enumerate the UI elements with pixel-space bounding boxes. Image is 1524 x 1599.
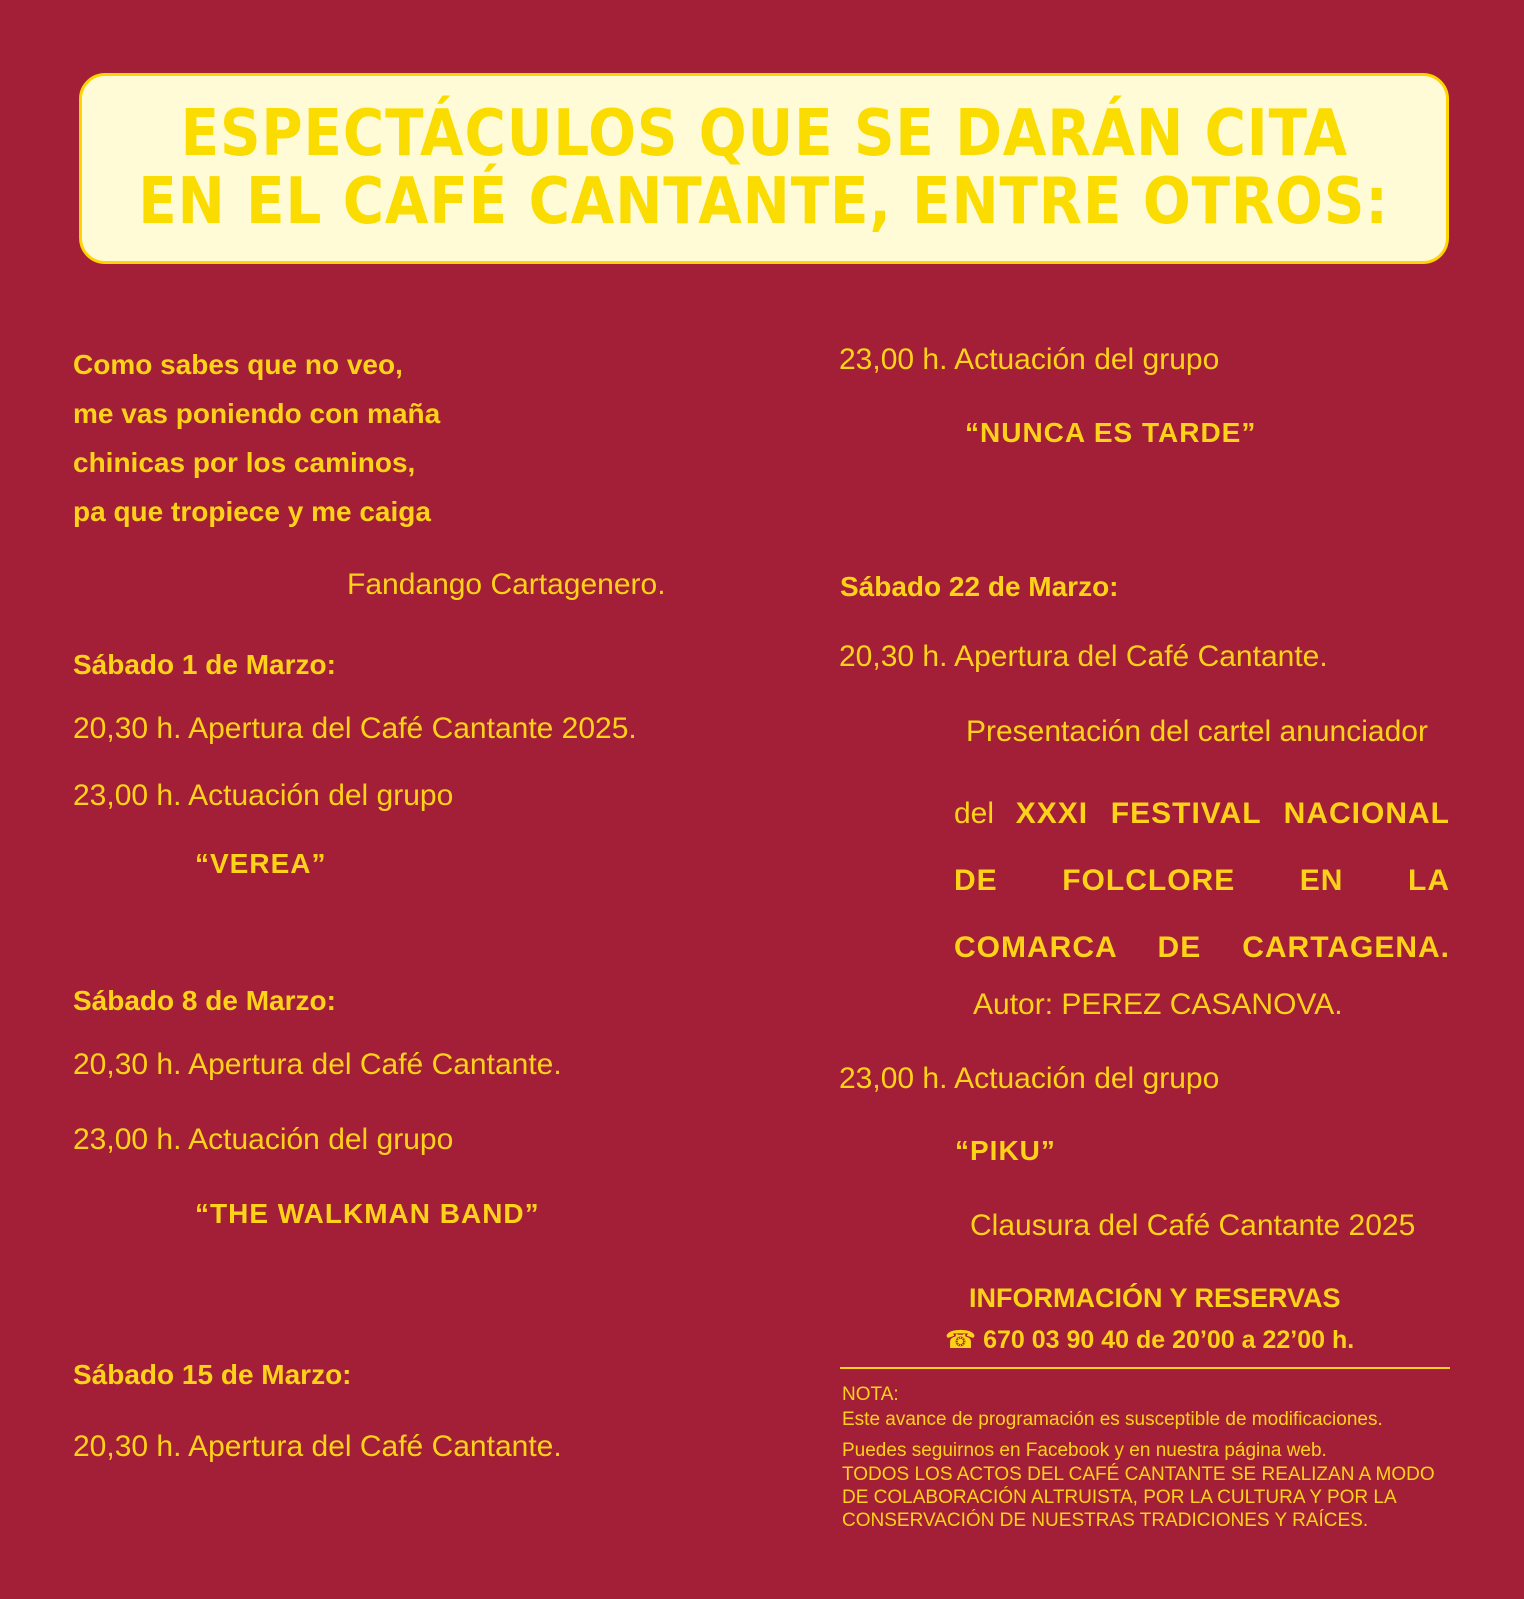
poem (73, 340, 713, 536)
phone-line (945, 1325, 1354, 1355)
poem-credit: Fandango Cartagenero. (347, 568, 666, 601)
group-name-the-walkman-band: “THE WALKMAN BAND” (195, 1198, 540, 1229)
poem-line: Como sabes que no veo, (73, 349, 403, 380)
banner-line-2: EN EL CAFÉ CANTANTE, ENTRE OTROS: (138, 164, 1390, 239)
note-line: Puedes seguirnos en Facebook y en nuestra página web. (842, 1440, 1327, 1461)
info-title: INFORMACIÓN Y RESERVAS (969, 1283, 1341, 1313)
schedule-opening: 20,30 h. Apertura del Café Cantante 2025. (73, 712, 637, 745)
schedule-performance: 23,00 h. Actuación del grupo (73, 1123, 454, 1156)
schedule-performance: 23,00 h. Actuación del grupo (73, 779, 454, 812)
note-line: TODOS LOS ACTOS DEL CAFÉ CANTANTE SE REALIZAN A MODO DE COLABORACIÓN ALTRUISTA, POR LA CULTURA Y POR LA CONSERVACIÓN DE NUESTRAS TRADICIONES Y RAÍCES. (842, 1464, 1435, 1531)
schedule-performance: 23,00 h. Actuación del grupo (839, 1062, 1220, 1095)
day-title-march-15: Sábado 15 de Marzo: (73, 1359, 352, 1390)
group-name-piku: “PIKU” (955, 1135, 1056, 1166)
schedule-opening: 20,30 h. Apertura del Café Cantante. (839, 640, 1328, 673)
festival-name: XXXI FESTIVAL NACIONAL DE FOLCLORE EN LA COMARCA DE CARTAGENA. (954, 797, 1451, 964)
schedule-opening: 20,30 h. Apertura del Café Cantante. (73, 1048, 562, 1081)
phone-icon: ☎ (945, 1326, 977, 1354)
banner-line-1: ESPECTÁCULOS QUE SE DARÁN CITA (180, 96, 1348, 171)
day-title-march-8: Sábado 8 de Marzo: (73, 985, 336, 1016)
phone-number: 670 03 90 40 de 20’00 a 22’00 h. (983, 1326, 1355, 1354)
group-name-nunca-es-tarde: “NUNCA ES TARDE” (965, 417, 1257, 448)
festival-announcement (954, 780, 1450, 981)
left-column (73, 340, 713, 1463)
poem-line: chinicas por los caminos, (73, 447, 416, 478)
schedule-performance: 23,00 h. Actuación del grupo (839, 343, 1220, 376)
title-banner (79, 73, 1449, 264)
schedule-opening: 20,30 h. Apertura del Café Cantante. (73, 1430, 562, 1463)
group-name-verea: “VEREA” (195, 848, 327, 879)
note-line: Este avance de programación es susceptible de modificaciones. (842, 1409, 1383, 1430)
note-label: NOTA: (842, 1384, 899, 1405)
poem-line: me vas poniendo con maña (73, 398, 441, 429)
closing-text: Clausura del Café Cantante 2025 (970, 1209, 1416, 1242)
day-title-march-1: Sábado 1 de Marzo: (73, 649, 336, 680)
festival-prefix: del (954, 797, 995, 830)
poster-author: Autor: PEREZ CASANOVA. (973, 988, 1343, 1021)
poster-presentation: Presentación del cartel anunciador (966, 715, 1428, 748)
note (842, 1382, 1462, 1532)
divider (840, 1367, 1450, 1369)
day-title-march-22: Sábado 22 de Marzo: (840, 571, 1119, 602)
poem-line: pa que tropiece y me caiga (73, 496, 431, 527)
